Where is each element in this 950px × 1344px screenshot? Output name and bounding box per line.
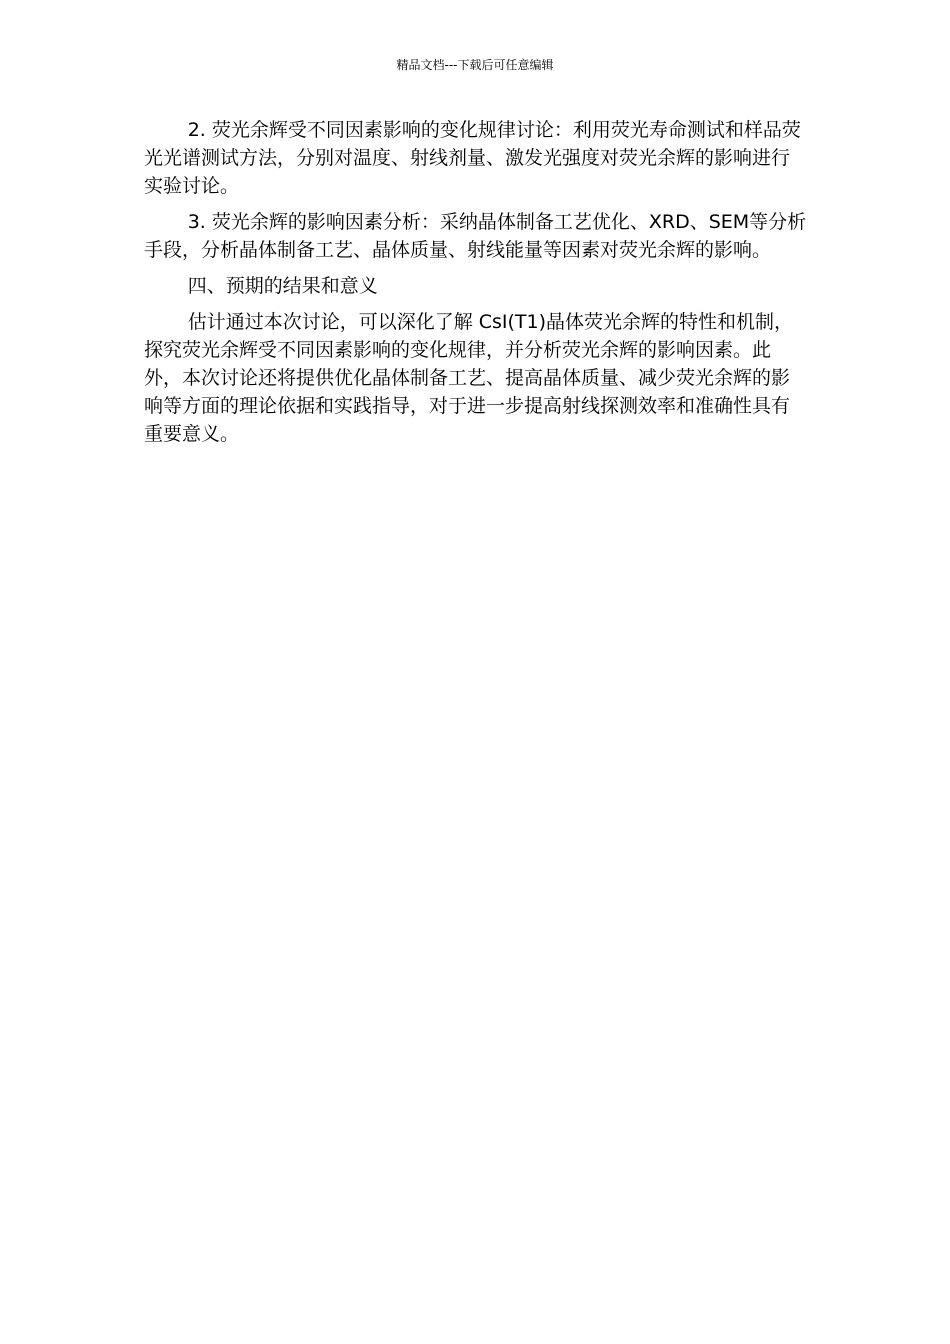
page-header: 精品文档---下载后可任意编辑 <box>396 58 554 72</box>
document-body <box>144 116 808 456</box>
paragraph-variation-discussion: 2. 荧光余辉受不同因素影响的变化规律讨论：利用荧光寿命测试和样品荧光光谱测试方法，分别对温度、射线剂量、激发光强度对荧光余辉的影响进行实验讨论。 <box>144 119 801 197</box>
paragraph-factor-analysis: 3. 荧光余辉的影响因素分析：采纳晶体制备工艺优化、XRD、SEM等分析手段，分析晶体制备工艺、晶体质量、射线能量等因素对荧光余辉的影响。 <box>144 211 807 261</box>
paragraph-expected-significance: 估计通过本次讨论，可以深化了解 CsI(T1)晶体荧光余辉的特性和机制，探究荧光余辉受不同因素影响的变化规律，并分析荧光余辉的影响因素。此外，本次讨论还将提供优化晶体制备工艺、提高晶体质量、减少荧光余辉的影响等方面的理论依据和实践指导，对于进一步提高射线探测效率和准确性具有重要意义。 <box>144 311 794 445</box>
section-heading-expected-results: 四、预期的结果和意义 <box>187 275 378 297</box>
